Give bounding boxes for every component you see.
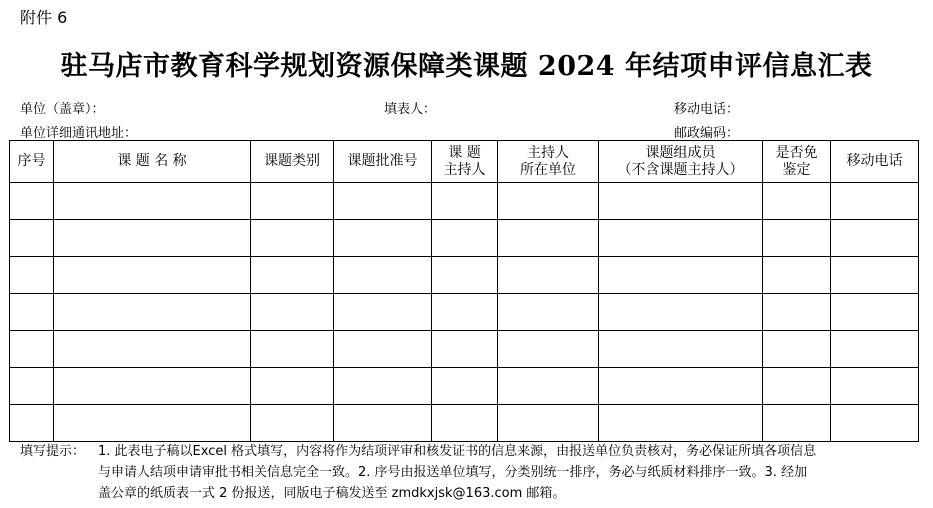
header-exempt-appraisal: 是否免 鉴定 bbox=[763, 141, 831, 183]
table-cell[interactable] bbox=[599, 257, 763, 294]
instructions-lead: 填写提示： bbox=[20, 444, 86, 459]
header-host-unit: 主持人 所在单位 bbox=[498, 141, 599, 183]
table-cell[interactable] bbox=[599, 331, 763, 368]
table-cell[interactable] bbox=[763, 331, 831, 368]
table-row bbox=[10, 257, 919, 294]
table-cell[interactable] bbox=[831, 183, 919, 220]
table-cell[interactable] bbox=[432, 368, 498, 405]
table-cell[interactable] bbox=[498, 183, 599, 220]
table-cell[interactable] bbox=[599, 368, 763, 405]
table-cell[interactable] bbox=[334, 368, 432, 405]
table-row bbox=[10, 331, 919, 368]
table-cell[interactable] bbox=[831, 257, 919, 294]
table-row bbox=[10, 220, 919, 257]
summary-table bbox=[9, 140, 919, 442]
table-cell[interactable] bbox=[334, 331, 432, 368]
table-cell[interactable] bbox=[498, 331, 599, 368]
table-cell[interactable] bbox=[10, 368, 54, 405]
header-team-members: 课题组成员 （不含课题主持人） bbox=[599, 141, 763, 183]
table-cell[interactable] bbox=[432, 183, 498, 220]
table-cell[interactable] bbox=[763, 368, 831, 405]
table-cell[interactable] bbox=[432, 220, 498, 257]
table-cell[interactable] bbox=[251, 294, 334, 331]
table-cell[interactable] bbox=[763, 257, 831, 294]
table-cell[interactable] bbox=[334, 183, 432, 220]
table-cell[interactable] bbox=[10, 331, 54, 368]
table-cell[interactable] bbox=[498, 294, 599, 331]
instructions-line: 与申请人结项申请审批书相关信息完全一致。2. 序号由报送单位填写，分类别统一排序，务必与纸质材料排序一致。3. 经加 bbox=[98, 465, 808, 480]
table-cell[interactable] bbox=[54, 331, 251, 368]
table-cell[interactable] bbox=[10, 405, 54, 442]
table-cell[interactable] bbox=[54, 183, 251, 220]
table-cell[interactable] bbox=[498, 368, 599, 405]
table-cell[interactable] bbox=[831, 368, 919, 405]
table-cell[interactable] bbox=[831, 294, 919, 331]
table-cell[interactable] bbox=[498, 220, 599, 257]
header-index: 序号 bbox=[10, 141, 54, 183]
table-cell[interactable] bbox=[251, 220, 334, 257]
postcode-label: 邮政编码： bbox=[674, 126, 740, 141]
table-cell[interactable] bbox=[831, 220, 919, 257]
table-cell[interactable] bbox=[10, 183, 54, 220]
table-cell[interactable] bbox=[54, 220, 251, 257]
table-cell[interactable] bbox=[763, 294, 831, 331]
instructions-line: 盖公章的纸质表一式 2 份报送，同版电子稿发送至 zmdkxjsk@163.com 邮箱。 bbox=[98, 486, 566, 501]
table-row bbox=[10, 405, 919, 442]
instructions-body bbox=[98, 441, 918, 504]
table-cell[interactable] bbox=[763, 405, 831, 442]
table-cell[interactable] bbox=[432, 331, 498, 368]
attachment-label: 附件 6 bbox=[20, 8, 68, 27]
table-cell[interactable] bbox=[334, 294, 432, 331]
table-cell[interactable] bbox=[831, 331, 919, 368]
table-cell[interactable] bbox=[498, 405, 599, 442]
header-project-category: 课题类别 bbox=[251, 141, 334, 183]
table-cell[interactable] bbox=[334, 405, 432, 442]
table-row bbox=[10, 368, 919, 405]
instructions-line: 1. 此表电子稿以Excel 格式填写，内容将作为结项评审和核发证书的信息来源，由报送单位负责核对，务必保证所填各项信息 bbox=[98, 444, 817, 459]
table-cell[interactable] bbox=[54, 368, 251, 405]
unit-seal-label: 单位（盖章）： bbox=[20, 102, 105, 117]
table-row bbox=[10, 294, 919, 331]
unit-address-label: 单位详细通讯地址： bbox=[20, 126, 138, 141]
table-cell[interactable] bbox=[599, 405, 763, 442]
page-title: 驻马店市教育科学规划资源保障类课题 2024 年结项申评信息汇表 bbox=[60, 51, 873, 82]
table-cell[interactable] bbox=[54, 405, 251, 442]
header-approval-number: 课题批准号 bbox=[334, 141, 432, 183]
table-header-row bbox=[10, 141, 919, 183]
table-cell[interactable] bbox=[432, 294, 498, 331]
table-cell[interactable] bbox=[831, 405, 919, 442]
form-filler-label: 填表人： bbox=[384, 102, 437, 117]
table-cell[interactable] bbox=[251, 331, 334, 368]
table-cell[interactable] bbox=[599, 294, 763, 331]
table-cell[interactable] bbox=[251, 183, 334, 220]
table-cell[interactable] bbox=[251, 405, 334, 442]
table-cell[interactable] bbox=[54, 257, 251, 294]
table-cell[interactable] bbox=[334, 220, 432, 257]
table-cell[interactable] bbox=[334, 257, 432, 294]
header-project-host: 课 题 主持人 bbox=[432, 141, 498, 183]
table-cell[interactable] bbox=[251, 368, 334, 405]
mobile-phone-label: 移动电话： bbox=[674, 102, 740, 117]
table-cell[interactable] bbox=[251, 257, 334, 294]
table-cell[interactable] bbox=[10, 220, 54, 257]
table-cell[interactable] bbox=[599, 183, 763, 220]
table-cell[interactable] bbox=[599, 220, 763, 257]
table-row bbox=[10, 183, 919, 220]
table-cell[interactable] bbox=[54, 294, 251, 331]
table-cell[interactable] bbox=[10, 294, 54, 331]
table-cell[interactable] bbox=[10, 257, 54, 294]
header-mobile-phone: 移动电话 bbox=[831, 141, 919, 183]
table-cell[interactable] bbox=[763, 183, 831, 220]
table-cell[interactable] bbox=[432, 405, 498, 442]
table-cell[interactable] bbox=[763, 220, 831, 257]
header-project-name: 课 题 名 称 bbox=[54, 141, 251, 183]
table-cell[interactable] bbox=[498, 257, 599, 294]
table-cell[interactable] bbox=[432, 257, 498, 294]
